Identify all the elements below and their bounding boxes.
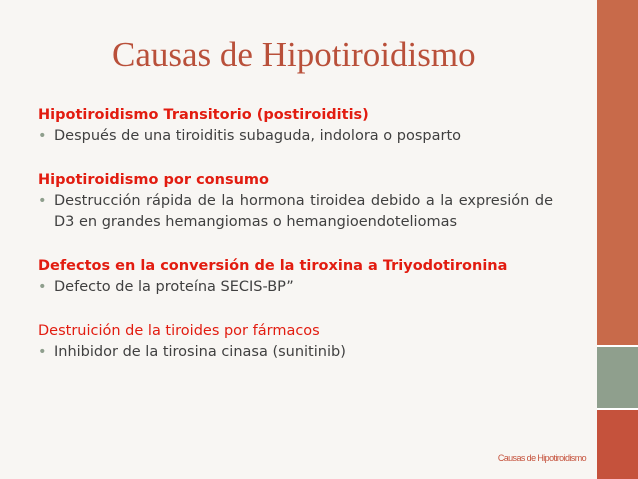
sidebar-block-bottom [597, 410, 638, 479]
section-transitorio [38, 105, 553, 147]
decorative-sidebar [597, 0, 638, 479]
section-heading: Defectos en la conversión de la tiroxina a Triyodotironina [38, 258, 508, 274]
bullet-text: Destrucción rápida de la hormona tiroidea debido a la expresión de D3 en grandes hemangiomas o hemangioendoteliomas [54, 193, 553, 230]
section-farmacos [38, 321, 553, 363]
section-heading: Destruición de la tiroides por fármacos [38, 323, 320, 339]
section-conversion [38, 256, 553, 298]
bullet-item [38, 342, 553, 363]
bullet-text: Después de una tiroiditis subaguda, indolora o posparto [54, 128, 461, 144]
slide-content [38, 105, 553, 386]
bullet-dot-icon: • [38, 344, 47, 360]
bullet-item [38, 191, 553, 233]
section-heading: Hipotiroidismo Transitorio (postiroiditis) [38, 107, 369, 123]
bullet-dot-icon: • [38, 279, 47, 295]
bullet-dot-icon: • [38, 128, 47, 144]
slide-footer: Causas de Hipotiroidismo [497, 453, 586, 463]
section-heading: Hipotiroidismo por consumo [38, 172, 269, 188]
bullet-item [38, 277, 553, 298]
sidebar-block-top [597, 0, 638, 345]
bullet-dot-icon: • [38, 193, 47, 209]
bullet-text: Defecto de la proteína SECIS-BP” [54, 279, 294, 295]
bullet-text: Inhibidor de la tirosina cinasa (sunitinib) [54, 344, 346, 360]
section-consumo [38, 170, 553, 233]
bullet-item [38, 126, 553, 147]
slide-title: Causas de Hipotiroidismo [112, 35, 476, 74]
sidebar-block-middle [597, 347, 638, 408]
